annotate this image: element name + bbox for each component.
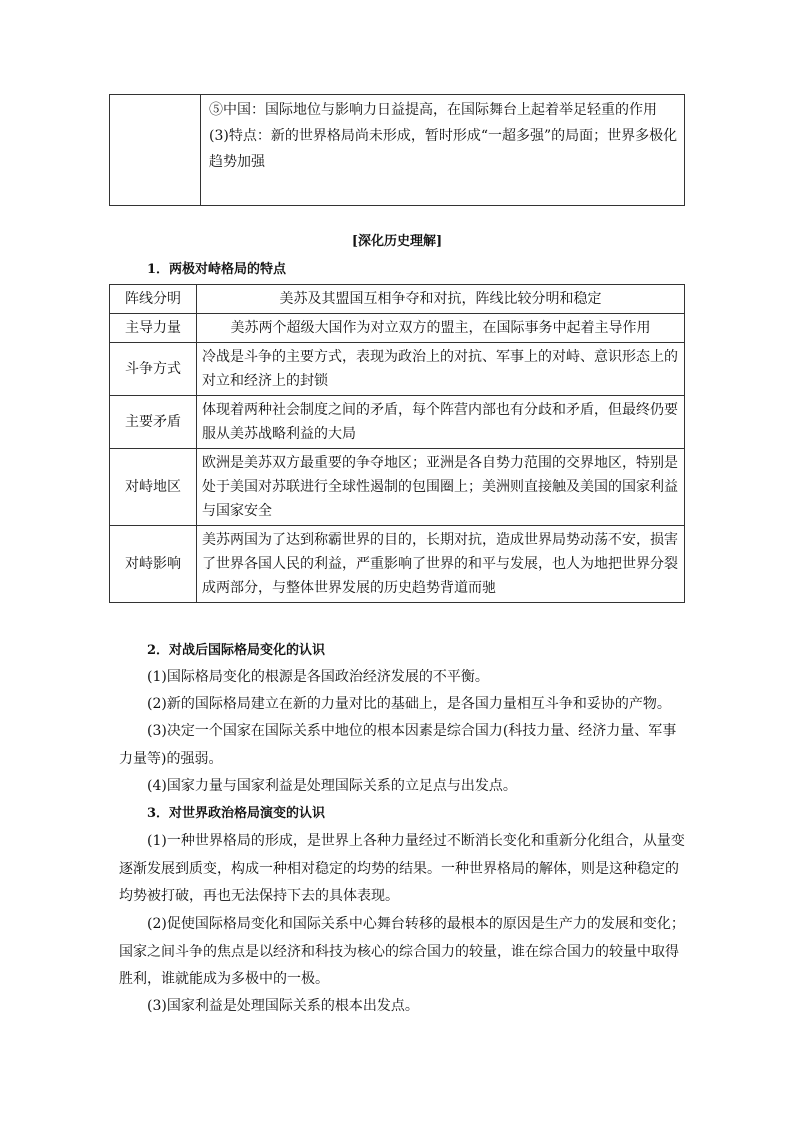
row-label: 阵线分明 xyxy=(110,285,197,314)
top-table-right-cell xyxy=(201,95,684,205)
paragraph: (2)新的国际格局建立在新的力量对比的基础上，是各国力量相互斗争和妥协的产物。 xyxy=(147,696,671,712)
heading-2: 2．对战后国际格局变化的认识 xyxy=(147,643,326,658)
row-label: 主要矛盾 xyxy=(110,396,197,449)
heading-1: 1．两极对峙格局的特点 xyxy=(147,262,287,277)
row-text: 美苏两国为了达到称霸世界的目的，长期对抗，造成世界局势动荡不安，损害了世界各国人民的利益，严重影响了世界的和平与发展，也人为地把世界分裂成两部分，与整体世界发展的历史趋势背道而驰 xyxy=(197,526,685,603)
paragraph: (1)一种世界格局的形成，是世界上各种力量经过不断消长变化和重新分化组合，从量变逐渐发展到质变，构成一种相对稳定的均势的结果。一种世界格局的解体，则是这种稳定的均势被打破，再也无法保持下去的具体表现。 xyxy=(119,833,685,905)
table-row xyxy=(110,449,685,526)
section-title: [深化历史理解] xyxy=(351,234,443,249)
paragraph: (3)决定一个国家在国际关系中地位的根本因素是综合国力(科技力量、经济力量、军事力量等)的强弱。 xyxy=(119,723,677,767)
top-table-left-cell xyxy=(110,95,201,205)
row-text: 欧洲是美苏双方最重要的争夺地区；亚洲是各自势力范围的交界地区，特别是处于美国对苏联进行全球性遏制的包围圈上；美洲则直接触及美国的国家利益与国家安全 xyxy=(197,449,685,526)
table-row xyxy=(110,285,685,314)
row-text: 美苏两个超级大国作为对立双方的盟主，在国际事务中起着主导作用 xyxy=(197,314,685,343)
paragraph: (3)国家利益是处理国际关系的根本出发点。 xyxy=(147,998,419,1014)
heading-3: 3．对世界政治格局演变的认识 xyxy=(147,806,326,821)
row-text: 体现着两种社会制度之间的矛盾，每个阵营内部也有分歧和矛盾，但最终仍要服从美苏战略利益的大局 xyxy=(197,396,685,449)
feature-table xyxy=(109,284,685,603)
row-label: 主导力量 xyxy=(110,314,197,343)
top-table xyxy=(109,94,685,206)
row-label: 对峙影响 xyxy=(110,526,197,603)
paragraph: (1)国际格局变化的根源是各国政治经济发展的不平衡。 xyxy=(147,669,489,685)
table-row xyxy=(110,396,685,449)
top-table-line: ⑤中国：国际地位与影响力日益提高，在国际舞台上起着举足轻重的作用 xyxy=(209,102,657,118)
row-label: 对峙地区 xyxy=(110,449,197,526)
top-table-line: (3)特点：新的世界格局尚未形成，暂时形成“一超多强”的局面；世界多极化趋势加强 xyxy=(209,128,678,170)
paragraph: (2)促使国际格局变化和国际关系中心舞台转移的最根本的原因是生产力的发展和变化；国家之间斗争的焦点是以经济和科技为核心的综合国力的较量，谁在综合国力的较量中取得胜利，谁就能成为多极中的一极。 xyxy=(119,916,685,988)
table-row xyxy=(110,526,685,603)
row-label: 斗争方式 xyxy=(110,343,197,396)
paragraph: (4)国家力量与国家利益是处理国际关系的立足点与出发点。 xyxy=(147,778,517,794)
row-text: 美苏及其盟国互相争夺和对抗，阵线比较分明和稳定 xyxy=(197,285,685,314)
row-text: 冷战是斗争的主要方式，表现为政治上的对抗、军事上的对峙、意识形态上的对立和经济上的封锁 xyxy=(197,343,685,396)
table-row xyxy=(110,343,685,396)
table-row xyxy=(110,314,685,343)
